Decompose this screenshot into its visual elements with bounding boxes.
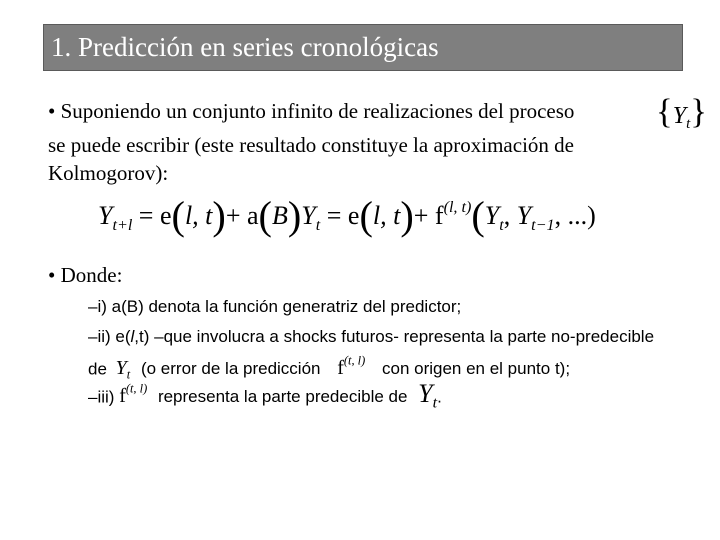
f-symbol-iii: $f^{(t, l)}$: [119, 382, 148, 408]
item-ii-line1: –ii) e(l,t) –que involucra a shocks futuros- representa la parte no-predecible: [88, 327, 655, 346]
process-symbol: $\{Y_t\}$: [656, 92, 707, 133]
bullet1-line1: [48, 98, 574, 124]
y-symbol-inline: $Y_t$: [115, 357, 131, 382]
bullet1-line1-text: • Suponiendo un conjunto infinito de realizaciones del proceso: [48, 99, 575, 123]
bullet2: • Donde:: [48, 263, 123, 287]
bullet1-line2: se puede escribir (este resultado constituye la aproximación de: [48, 133, 574, 157]
item-iii: –iii) $f^{(t, l)}$ representa la parte predecible de $Y_t$.: [88, 379, 442, 412]
page-title: 1. Predicción en series cronológicas: [51, 32, 439, 62]
item-ii-line2: de $Y_t$ (o error de la predicción $f^{(t, l)}$ con origen en el punto t);: [88, 354, 571, 382]
f-symbol-inline: $f^{(t, l)}$: [337, 354, 366, 380]
kolmogorov-equation: $Y_{t+l} = e(l$, $t)+ a(B)Y_t = e(l$, $t)+ f^{(l, t)}(Y_t$, $Y_{t-1}$, ...): [98, 193, 596, 238]
bullet1-line3: Kolmogorov):: [48, 161, 169, 185]
y-symbol-iii: $Y_t$: [418, 379, 438, 412]
title-bar: [43, 24, 683, 71]
item-i: –i) a(B) denota la función generatriz del predictor;: [88, 297, 462, 316]
